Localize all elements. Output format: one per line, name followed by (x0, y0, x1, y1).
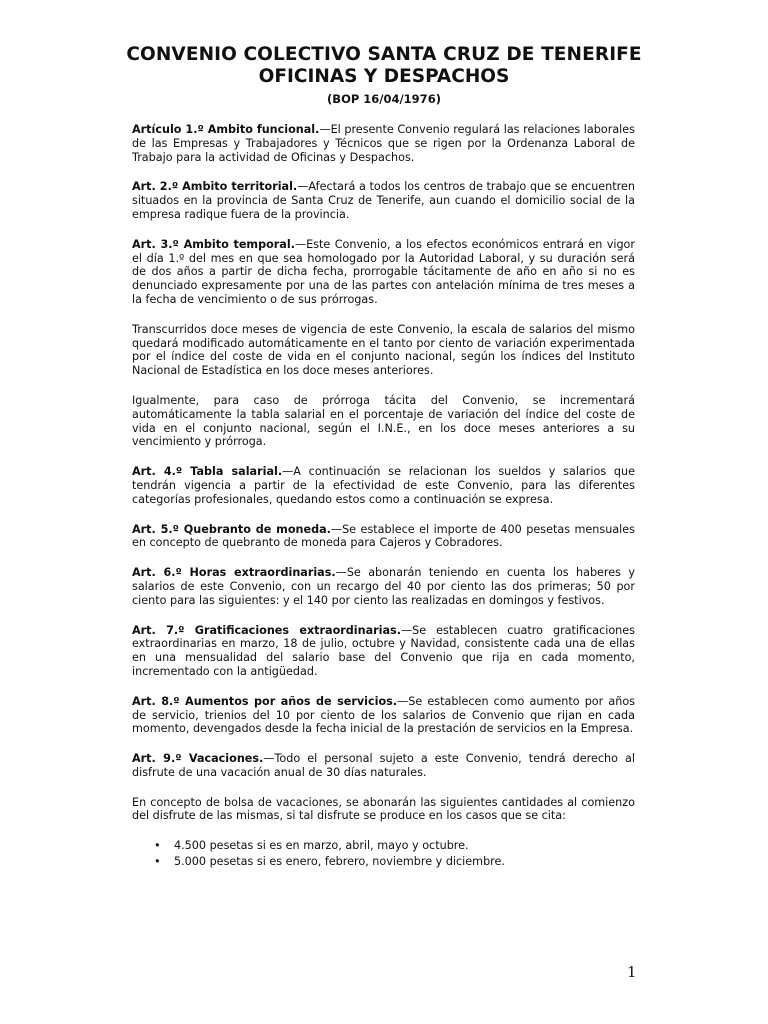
article-paragraph (132, 180, 635, 221)
article-paragraph (132, 752, 635, 780)
bop-reference: (BOP 16/04/1976) (327, 92, 441, 106)
article-heading: Art. 6.º Horas extraordinarias. (132, 566, 336, 580)
article-text: —El presente Convenio regulará las relaciones laborales de las Empresas y Trabajadores y Técnicos que se rigen por la Ordenanza Laboral de Trabajo para la actividad de Oficinas y Despachos. (132, 123, 635, 164)
article-heading: Art. 4.º Tabla salarial. (132, 465, 283, 479)
article-text: —Todo el personal sujeto a este Convenio, tendrá derecho al disfrute de una vacación anual de 30 días naturales. (132, 752, 636, 779)
article-heading: Art. 9.º Vacaciones. (132, 752, 264, 766)
article-heading: Art. 7.º Gratificaciones extraordinarias. (132, 623, 401, 637)
article-heading: Artículo 1.º Ambito funcional. (132, 123, 320, 136)
article-heading: Art. 3.º Ambito temporal. (132, 237, 295, 251)
page-number: 1 (627, 963, 637, 981)
article-paragraph (132, 523, 635, 551)
document-title-line2: OFICINAS Y DESPACHOS (258, 66, 510, 87)
article-paragraph (132, 465, 635, 506)
article-heading: Art. 5.º Quebranto de moneda. (132, 522, 331, 536)
article-text: —Se abonarán teniendo en cuenta los haberes y salarios de este Convenio, con un recargo del 40 por ciento las dos primeras; 50 por ciento para las siguientes: y el 140 por ciento las realizadas en domingos y festivos. (132, 566, 635, 607)
article-paragraph (132, 394, 635, 449)
article-text: Igualmente, para caso de prórroga tácita del Convenio, se incrementará automáticamente la tabla salarial en el porcentaje de variación del índice del coste de vida en el conjunto nacional, según el I.N.E., en los doce meses anteriores a su vencimiento y prórroga. (132, 393, 635, 449)
article-text: —A continuación se relacionan los sueldos y salarios que tendrán vigencia a partir de la efectividad de este Convenio, para las diferentes categorías profesionales, quedando estos como a continuación se expresa. (132, 465, 635, 506)
article-heading: Art. 8.º Aumentos por años de servicios. (132, 694, 398, 708)
article-paragraph (132, 123, 635, 164)
article-paragraph (132, 238, 635, 307)
article-text: —Se establecen cuatro gratificaciones extraordinarias en marzo, 18 de julio, octubre y Navidad, consistente cada una de ellas en una mensualidad del salario base del Convenio que rija en cada momento, incrementado con la antigüedad. (132, 623, 635, 678)
article-text: —Este Convenio, a los efectos económicos entrará en vigor el día 1.º del mes en que sea homologado por la Autoridad Laboral, y su duración será de dos años a partir de dicha fecha, prorrogable tácitamente de año en año si no es denunciado expresamente por una de las partes con antelación mínima de tres meses a la fecha de vencimiento o de sus prórrogas. (132, 237, 636, 306)
article-paragraph (132, 624, 635, 679)
article-paragraph (132, 796, 635, 824)
article-paragraph (132, 566, 635, 607)
article-paragraph (132, 695, 635, 736)
article-paragraph (132, 323, 635, 378)
article-text: —Afectará a todos los centros de trabajo que se encuentren situados en la provincia de Santa Cruz de Tenerife, aun cuando el domicilio social de la empresa radique fuera de la provincia. (132, 180, 635, 221)
document-body (132, 123, 635, 871)
document-title-line1: CONVENIO COLECTIVO SANTA CRUZ DE TENERIFE (126, 44, 642, 65)
article-text: —Se establecen como aumento por años de servicio, trienios del 10 por ciento de los salarios de Convenio que rijan en cada momento, devengados desde la fecha inicial de la prestación de servicios en la Empresa. (132, 694, 635, 736)
article-text: En concepto de bolsa de vacaciones, se abonarán las siguientes cantidades al comienzo del disfrute de las mismas, si tal disfrute se produce en los casos que se cita: (132, 795, 635, 823)
article-heading: Art. 2.º Ambito territorial. (132, 180, 298, 194)
vacation-bonus-list (132, 839, 635, 869)
list-item: • 5.000 pesetas si es enero, febrero, noviembre y diciembre. (132, 855, 635, 869)
list-item: • 4.500 pesetas si es en marzo, abril, mayo y octubre. (132, 839, 635, 853)
article-text: Transcurridos doce meses de vigencia de este Convenio, la escala de salarios del mismo quedará modificado automáticamente en el tanto por ciento de variación experimentada por el índice del coste de vida en el conjunto nacional, según los índices del Instituto Nacional de Estadística en los doce meses anteriores. (132, 322, 635, 378)
article-text: —Se establece el importe de 400 pesetas mensuales en concepto de quebranto de moneda para Cajeros y Cobradores. (132, 522, 635, 550)
